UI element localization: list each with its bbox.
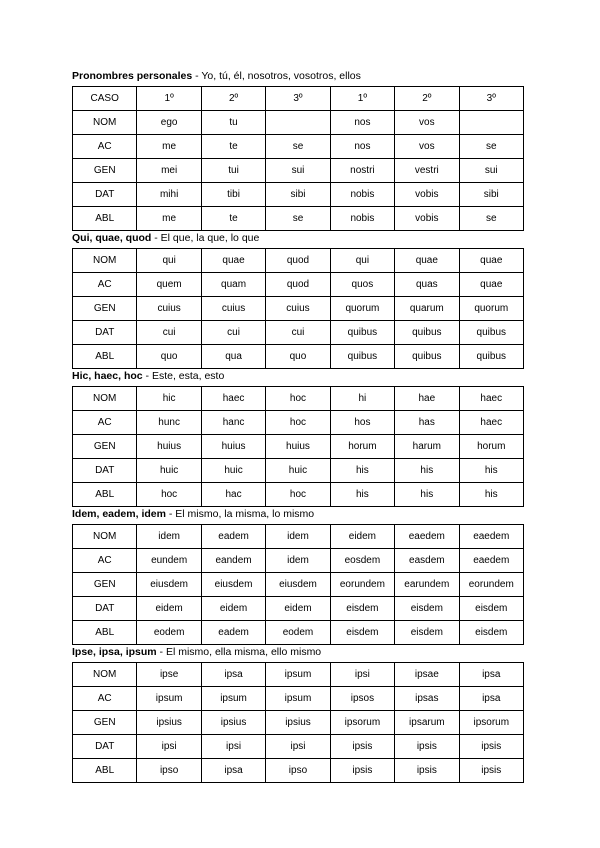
table-row [73, 549, 524, 573]
declension-table [72, 386, 524, 507]
section-qui-quae-quod [72, 232, 524, 369]
table-row [73, 573, 524, 597]
case-cell: AC [73, 687, 137, 711]
table-cell: has [395, 411, 459, 435]
table-row [73, 111, 524, 135]
table-cell: sibi [266, 183, 330, 207]
table-cell: ipsas [395, 687, 459, 711]
table-cell: eiusdem [201, 573, 265, 597]
section-hic-haec-hoc [72, 370, 524, 507]
section-subtitle: - El mismo, la misma, lo mismo [165, 508, 315, 520]
case-cell: AC [73, 411, 137, 435]
table-cell: ipso [266, 759, 330, 783]
table-cell: eodem [137, 621, 201, 645]
table-cell: earundem [395, 573, 459, 597]
table-cell: eodem [266, 621, 330, 645]
declension-table [72, 662, 524, 783]
table-cell: his [330, 483, 394, 507]
table-cell: haec [459, 411, 523, 435]
table-row [73, 483, 524, 507]
table-cell: his [330, 459, 394, 483]
section-title: Idem, eadem, idem [72, 508, 166, 520]
table-cell: eisdem [459, 597, 523, 621]
table-cell: tibi [201, 183, 265, 207]
case-cell: ABL [73, 483, 137, 507]
table-row [73, 159, 524, 183]
header-cell: 1º [330, 87, 394, 111]
table-cell: hanc [201, 411, 265, 435]
document-page [72, 70, 524, 784]
table-cell: vos [395, 111, 459, 135]
section-heading [72, 370, 524, 386]
case-cell: ABL [73, 345, 137, 369]
table-cell: his [459, 483, 523, 507]
table-cell: quem [137, 273, 201, 297]
table-row [73, 135, 524, 159]
section-subtitle: - El mismo, ella misma, ello mismo [156, 646, 322, 658]
case-cell: DAT [73, 735, 137, 759]
table-cell: ipso [137, 759, 201, 783]
table-cell: eosdem [330, 549, 394, 573]
table-cell: harum [395, 435, 459, 459]
table-cell: ipsius [201, 711, 265, 735]
table-cell: easdem [395, 549, 459, 573]
table-cell: eorundem [459, 573, 523, 597]
table-cell: vobis [395, 183, 459, 207]
table-cell: ipsarum [395, 711, 459, 735]
section-heading [72, 646, 524, 662]
table-cell: huius [137, 435, 201, 459]
table-cell: eidem [330, 525, 394, 549]
table-cell: quorum [459, 297, 523, 321]
table-cell: his [459, 459, 523, 483]
table-cell: qui [330, 249, 394, 273]
table-cell: te [201, 135, 265, 159]
table-cell: ipsae [395, 663, 459, 687]
table-cell: tui [201, 159, 265, 183]
table-cell: eundem [137, 549, 201, 573]
table-cell: hunc [137, 411, 201, 435]
header-cell: 1º [137, 87, 201, 111]
table-row [73, 759, 524, 783]
section-subtitle: - Este, esta, esto [142, 370, 225, 382]
table-cell: vos [395, 135, 459, 159]
table-cell: idem [266, 549, 330, 573]
table-cell: eiusdem [137, 573, 201, 597]
table-cell: huic [137, 459, 201, 483]
table-cell: eandem [201, 549, 265, 573]
table-cell: hac [201, 483, 265, 507]
section-title: Ipse, ipsa, ipsum [72, 646, 157, 658]
case-cell: AC [73, 135, 137, 159]
table-cell: eidem [137, 597, 201, 621]
declension-table [72, 524, 524, 645]
section-subtitle: - El que, la que, lo que [151, 232, 260, 244]
table-cell: haec [201, 387, 265, 411]
table-cell: sui [459, 159, 523, 183]
table-cell: qui [137, 249, 201, 273]
table-row [73, 687, 524, 711]
table-cell: ipsis [459, 759, 523, 783]
table-cell: ipsis [395, 735, 459, 759]
table-cell: quibus [395, 321, 459, 345]
table-row [73, 711, 524, 735]
table-cell: quibus [459, 345, 523, 369]
case-cell: DAT [73, 183, 137, 207]
header-cell: CASO [73, 87, 137, 111]
table-row [73, 345, 524, 369]
table-row [73, 735, 524, 759]
table-cell: ipsis [330, 759, 394, 783]
table-cell: eisdem [459, 621, 523, 645]
section-idem-eadem-idem [72, 508, 524, 645]
table-cell: se [266, 207, 330, 231]
table-row [73, 459, 524, 483]
table-cell: eorundem [330, 573, 394, 597]
table-cell: quibus [459, 321, 523, 345]
table-cell: sui [266, 159, 330, 183]
table-row [73, 411, 524, 435]
table-cell: eiusdem [266, 573, 330, 597]
table-cell: eaedem [459, 549, 523, 573]
case-cell: AC [73, 273, 137, 297]
case-cell: NOM [73, 249, 137, 273]
table-cell: eidem [266, 597, 330, 621]
table-cell: ipsorum [459, 711, 523, 735]
table-cell: ipsis [395, 759, 459, 783]
case-cell: NOM [73, 663, 137, 687]
table-row [73, 207, 524, 231]
case-cell: GEN [73, 573, 137, 597]
table-cell: nos [330, 135, 394, 159]
case-cell: GEN [73, 297, 137, 321]
table-cell: hi [330, 387, 394, 411]
table-cell: hoc [266, 411, 330, 435]
table-cell: vobis [395, 207, 459, 231]
section-heading [72, 70, 524, 86]
table-cell: ipsa [201, 759, 265, 783]
table-cell: ipsi [266, 735, 330, 759]
table-cell: eadem [201, 525, 265, 549]
section-title: Pronombres personales [72, 70, 193, 82]
table-row [73, 525, 524, 549]
table-cell: idem [137, 525, 201, 549]
table-cell: quibus [330, 345, 394, 369]
table-cell: hic [137, 387, 201, 411]
table-cell: eisdem [395, 621, 459, 645]
table-cell: hoc [137, 483, 201, 507]
table-cell: haec [459, 387, 523, 411]
case-cell: GEN [73, 711, 137, 735]
table-cell: vestri [395, 159, 459, 183]
table-cell: quibus [395, 345, 459, 369]
table-cell: cuius [201, 297, 265, 321]
section-subtitle: - Yo, tú, él, nosotros, vosotros, ellos [192, 70, 361, 82]
table-row [73, 249, 524, 273]
table-cell: quod [266, 273, 330, 297]
section-personal-pronouns [72, 70, 524, 231]
table-cell: ego [137, 111, 201, 135]
table-cell: eidem [201, 597, 265, 621]
table-cell: tu [201, 111, 265, 135]
table-cell: eisdem [330, 621, 394, 645]
table-cell: me [137, 135, 201, 159]
table-cell: huic [266, 459, 330, 483]
table-cell: ipsa [459, 663, 523, 687]
table-cell: cui [266, 321, 330, 345]
case-cell: GEN [73, 159, 137, 183]
section-heading [72, 232, 524, 248]
case-cell: DAT [73, 321, 137, 345]
table-cell: ipsius [137, 711, 201, 735]
table-cell: ipsos [330, 687, 394, 711]
table-cell: his [395, 483, 459, 507]
table-cell: hae [395, 387, 459, 411]
table-cell: nobis [330, 207, 394, 231]
table-cell: sibi [459, 183, 523, 207]
table-cell: huic [201, 459, 265, 483]
table-cell: ipsum [266, 687, 330, 711]
table-row [73, 435, 524, 459]
table-row [73, 387, 524, 411]
table-cell: quae [395, 249, 459, 273]
table-cell: hoc [266, 387, 330, 411]
header-cell: 2º [395, 87, 459, 111]
table-cell: se [266, 135, 330, 159]
table-cell: ipsius [266, 711, 330, 735]
case-cell: ABL [73, 207, 137, 231]
table-cell: ipse [137, 663, 201, 687]
table-cell: quarum [395, 297, 459, 321]
table-cell: ipsi [330, 663, 394, 687]
case-cell: ABL [73, 621, 137, 645]
case-cell: NOM [73, 387, 137, 411]
table-cell: qua [201, 345, 265, 369]
table-cell: quae [459, 249, 523, 273]
table-cell: cui [201, 321, 265, 345]
table-cell: eaedem [459, 525, 523, 549]
table-row [73, 321, 524, 345]
table-cell: hos [330, 411, 394, 435]
table-cell: nobis [330, 183, 394, 207]
header-cell: 3º [266, 87, 330, 111]
table-cell: idem [266, 525, 330, 549]
table-cell: mihi [137, 183, 201, 207]
table-cell: ipsis [330, 735, 394, 759]
table-cell: quae [201, 249, 265, 273]
table-cell: ipsum [201, 687, 265, 711]
table-cell: nostri [330, 159, 394, 183]
header-cell: 3º [459, 87, 523, 111]
table-cell: hoc [266, 483, 330, 507]
section-ipse-ipsa-ipsum [72, 646, 524, 783]
table-cell: mei [137, 159, 201, 183]
table-cell: ipsis [459, 735, 523, 759]
section-title: Hic, haec, hoc [72, 370, 143, 382]
table-cell: se [459, 207, 523, 231]
table-cell: cuius [266, 297, 330, 321]
table-cell: horum [330, 435, 394, 459]
table-cell: nos [330, 111, 394, 135]
table-cell: quo [266, 345, 330, 369]
table-cell: ipsum [266, 663, 330, 687]
table-cell: ipsa [201, 663, 265, 687]
table-cell: ipsi [137, 735, 201, 759]
declension-table [72, 248, 524, 369]
case-cell: NOM [73, 111, 137, 135]
header-cell: 2º [201, 87, 265, 111]
table-cell: huius [201, 435, 265, 459]
case-cell: GEN [73, 435, 137, 459]
table-cell: quas [395, 273, 459, 297]
table-cell: horum [459, 435, 523, 459]
table-cell: eisdem [330, 597, 394, 621]
table-cell: ipsa [459, 687, 523, 711]
table-cell: cuius [137, 297, 201, 321]
table-row [73, 663, 524, 687]
declension-table [72, 86, 524, 231]
table-row [73, 621, 524, 645]
section-title: Qui, quae, quod [72, 232, 152, 244]
table-header-row [73, 87, 524, 111]
case-cell: DAT [73, 459, 137, 483]
table-cell: eaedem [395, 525, 459, 549]
section-heading [72, 508, 524, 524]
table-cell: cui [137, 321, 201, 345]
case-cell: ABL [73, 759, 137, 783]
table-cell: quibus [330, 321, 394, 345]
table-cell: eadem [201, 621, 265, 645]
case-cell: NOM [73, 525, 137, 549]
table-cell [266, 111, 330, 135]
table-row [73, 597, 524, 621]
table-cell: se [459, 135, 523, 159]
table-cell: ipsi [201, 735, 265, 759]
table-cell: quorum [330, 297, 394, 321]
table-cell: quos [330, 273, 394, 297]
table-cell: eisdem [395, 597, 459, 621]
table-cell: te [201, 207, 265, 231]
table-cell: huius [266, 435, 330, 459]
table-row [73, 183, 524, 207]
table-cell: ipsum [137, 687, 201, 711]
table-cell: quod [266, 249, 330, 273]
table-row [73, 297, 524, 321]
table-row [73, 273, 524, 297]
table-cell: his [395, 459, 459, 483]
case-cell: AC [73, 549, 137, 573]
table-cell: quam [201, 273, 265, 297]
table-cell: quo [137, 345, 201, 369]
table-cell [459, 111, 523, 135]
table-cell: ipsorum [330, 711, 394, 735]
table-cell: quae [459, 273, 523, 297]
table-cell: me [137, 207, 201, 231]
case-cell: DAT [73, 597, 137, 621]
